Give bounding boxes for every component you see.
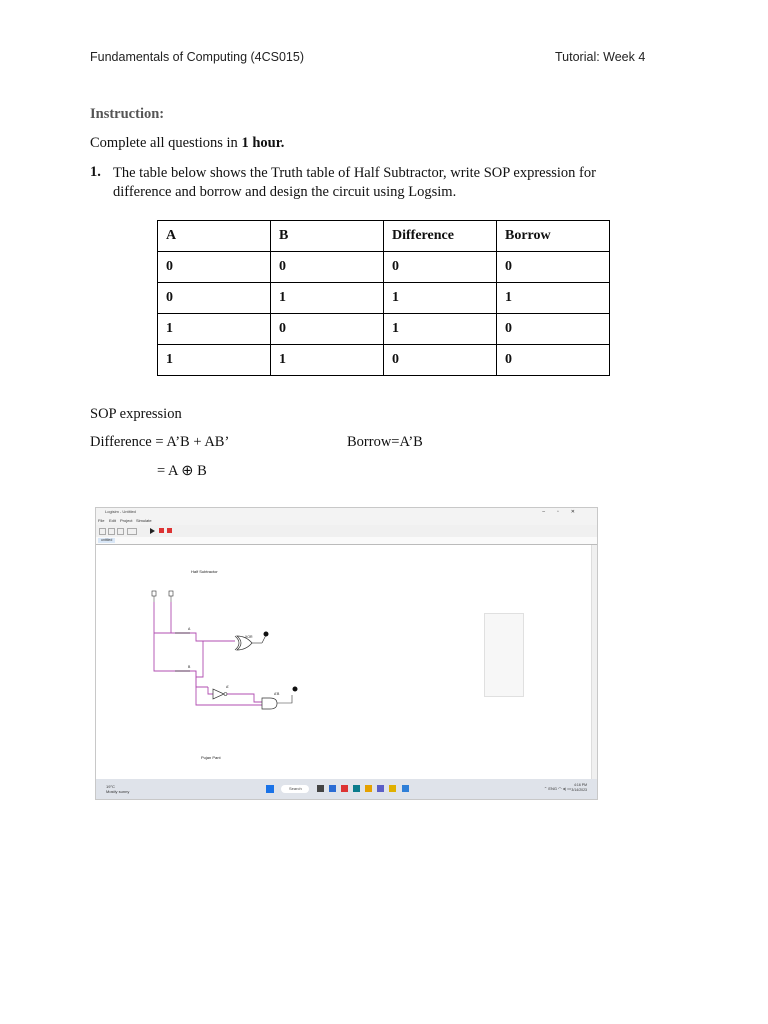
menu-item-edit[interactable]: Edit bbox=[109, 518, 116, 523]
table-cell: 0 bbox=[384, 252, 497, 283]
instruction-heading: Instruction: bbox=[90, 106, 165, 122]
table-row bbox=[158, 345, 610, 376]
table-header-cell: B bbox=[271, 221, 384, 252]
windows-taskbar bbox=[96, 779, 597, 799]
menu-bar bbox=[96, 517, 597, 525]
sop-heading: SOP expression bbox=[90, 406, 182, 422]
weather-widget[interactable] bbox=[106, 784, 129, 794]
gate-tool-icon[interactable] bbox=[127, 528, 137, 535]
wires bbox=[154, 602, 262, 705]
table-cell: 1 bbox=[384, 314, 497, 345]
document-header-week: Tutorial: Week 4 bbox=[555, 50, 646, 64]
menu-item-simulate[interactable]: Simulate bbox=[136, 518, 152, 523]
question-line-2: difference and borrow and design the circuit using Logsim. bbox=[113, 184, 457, 200]
and-gate[interactable] bbox=[262, 695, 292, 709]
app-icon[interactable] bbox=[341, 785, 348, 792]
circuit-title: Half Subtractor bbox=[191, 569, 218, 574]
table-cell: 0 bbox=[271, 252, 384, 283]
stop-icon[interactable] bbox=[159, 528, 164, 533]
difference-output-pin[interactable] bbox=[262, 632, 269, 644]
table-cell: 1 bbox=[158, 345, 271, 376]
app-icon[interactable] bbox=[389, 785, 396, 792]
weather-temp: 19°C bbox=[106, 784, 115, 789]
difference-expression: Difference = A’B + AB’ bbox=[90, 434, 230, 450]
tab-untitled[interactable]: untitled bbox=[98, 538, 115, 543]
window-title-bar bbox=[96, 508, 597, 517]
instruction-prefix: Complete all questions in bbox=[90, 135, 242, 151]
table-cell: 1 bbox=[271, 345, 384, 376]
table-cell: 0 bbox=[158, 252, 271, 283]
task-view-icon[interactable] bbox=[317, 785, 324, 792]
taskbar-clock[interactable] bbox=[571, 783, 587, 793]
label-and: A'B bbox=[274, 692, 280, 696]
table-row bbox=[158, 283, 610, 314]
table-header-cell: A bbox=[158, 221, 271, 252]
app-icon[interactable] bbox=[365, 785, 372, 792]
table-cell: 0 bbox=[497, 314, 610, 345]
table-header-cell: Borrow bbox=[497, 221, 610, 252]
table-cell: 0 bbox=[158, 283, 271, 314]
app-icon[interactable] bbox=[353, 785, 360, 792]
document-header-course: Fundamentals of Computing (4CS015) bbox=[90, 50, 305, 64]
menu-item-file[interactable]: File bbox=[98, 518, 105, 523]
table-cell: 0 bbox=[384, 345, 497, 376]
language-indicator: ENG bbox=[548, 786, 558, 791]
table-cell: 1 bbox=[271, 283, 384, 314]
author-label: Pujan Pant bbox=[201, 755, 221, 760]
play-icon[interactable] bbox=[150, 528, 155, 534]
edit-tool-icon[interactable] bbox=[108, 528, 115, 535]
instruction-time: 1 hour. bbox=[241, 135, 285, 151]
table-cell: 0 bbox=[497, 345, 610, 376]
label-a: A bbox=[188, 627, 191, 631]
label-xor: XOR bbox=[245, 635, 253, 639]
floating-palette-window[interactable] bbox=[484, 613, 524, 697]
table-cell: 1 bbox=[384, 283, 497, 314]
input-pin-a[interactable] bbox=[152, 591, 156, 602]
system-tray[interactable]: ⌃ ENG ◠ ◂) ▭ bbox=[543, 786, 571, 791]
logisim-screenshot bbox=[95, 507, 598, 800]
table-row bbox=[158, 252, 610, 283]
question-number: 1. bbox=[90, 164, 101, 180]
truth-table bbox=[157, 220, 610, 376]
table-cell: 0 bbox=[497, 252, 610, 283]
text-tool-icon[interactable] bbox=[117, 528, 124, 535]
circuit-canvas[interactable] bbox=[96, 545, 591, 779]
select-tool-icon[interactable] bbox=[99, 528, 106, 535]
table-cell: 1 bbox=[497, 283, 610, 314]
instruction-text bbox=[90, 135, 284, 152]
taskbar-search[interactable]: Search bbox=[281, 785, 309, 793]
table-header-row bbox=[158, 221, 610, 252]
window-title: Logisim - Untitled bbox=[105, 509, 136, 514]
label-b: B bbox=[188, 665, 191, 669]
question-text bbox=[113, 164, 633, 202]
borrow-output-pin[interactable] bbox=[293, 687, 298, 692]
borrow-expression: Borrow=A’B bbox=[347, 434, 423, 450]
table-header-cell: Difference bbox=[384, 221, 497, 252]
question-line-1: The table below shows the Truth table of Half Subtractor, write SOP expression for bbox=[113, 165, 596, 181]
not-gate[interactable] bbox=[213, 689, 227, 699]
input-pin-b[interactable] bbox=[169, 591, 173, 602]
table-cell: 0 bbox=[271, 314, 384, 345]
menu-item-project[interactable]: Project bbox=[120, 518, 133, 523]
weather-desc: Mostly sunny bbox=[106, 789, 130, 794]
label-not: A' bbox=[226, 685, 230, 689]
app-icon[interactable] bbox=[377, 785, 384, 792]
window-controls: –▫✕ bbox=[542, 509, 587, 515]
vertical-scrollbar[interactable] bbox=[591, 545, 597, 779]
reset-icon[interactable] bbox=[167, 528, 172, 533]
table-cell: 1 bbox=[158, 314, 271, 345]
table-row bbox=[158, 314, 610, 345]
clock-date: 3/14/2023 bbox=[571, 788, 587, 792]
app-icon[interactable] bbox=[329, 785, 336, 792]
app-icon[interactable] bbox=[402, 785, 409, 792]
start-icon[interactable] bbox=[266, 785, 274, 793]
difference-xor-expression: = A ⊕ B bbox=[157, 463, 207, 479]
clock-time: 4:16 PM bbox=[573, 783, 587, 787]
tab-strip bbox=[96, 537, 597, 545]
